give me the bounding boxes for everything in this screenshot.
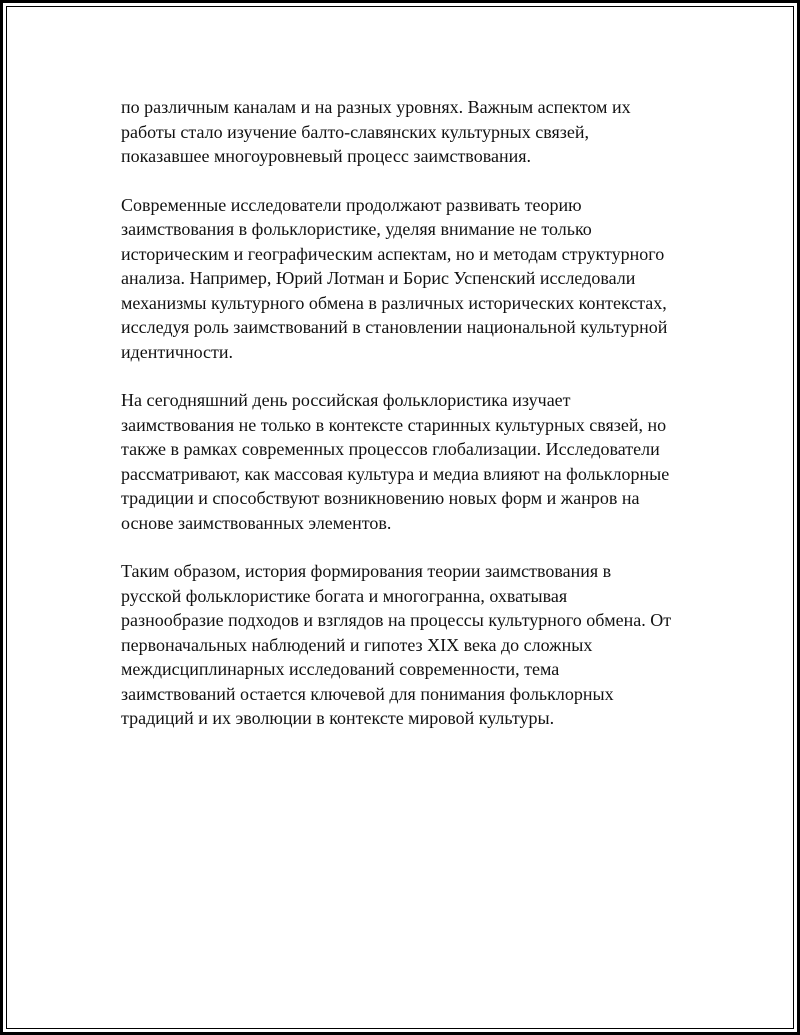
- paragraph-2: [121, 193, 695, 365]
- text-line: историческим и географическим аспектам, но и методам структурного: [121, 243, 665, 264]
- text-line: Современные исследователи продолжают развивать теорию: [121, 194, 582, 215]
- text-line: междисциплинарных исследований современности, тема: [121, 659, 560, 679]
- text-line: Таким образом, история формирования теории заимствования в: [121, 561, 612, 581]
- text-line: первоначальных наблюдений и гипотез XIX века до сложных: [121, 634, 593, 655]
- paragraph-1: [121, 95, 695, 169]
- paragraph-3: [121, 388, 695, 535]
- text-line: идентичности.: [121, 341, 234, 362]
- text-line: На сегодняшний день российская фольклористика изучает: [121, 390, 571, 410]
- text-line: анализа. Например, Юрий Лотман и Борис Успенский исследовали: [121, 268, 636, 288]
- text-line: традиции и способствуют возникновению новых форм и жанров на: [121, 488, 640, 508]
- text-line: механизмы культурного обмена в различных исторических контекстах,: [121, 292, 667, 313]
- text-line: заимствования не только в контексте старинных культурных связей, но: [121, 414, 667, 435]
- text-line: также в рамках современных процессов глобализации. Исследователи: [121, 439, 660, 459]
- text-line: русской фольклористике богата и многогранна, охватывая: [121, 585, 568, 606]
- text-line: по различным каналам и на разных уровнях. Важным аспектом их: [121, 97, 631, 117]
- paragraph-4: [121, 559, 695, 731]
- text-line: показавшее многоуровневый процесс заимствования.: [121, 146, 531, 166]
- text-line: заимствований остается ключевой для понимания фольклорных: [121, 683, 614, 704]
- text-line: рассматривают, как массовая культура и медиа влияют на фольклорные: [121, 463, 670, 484]
- text-line: традиций и их эволюции в контексте мировой культуры.: [121, 708, 555, 728]
- text-line: исследуя роль заимствований в становлении национальной культурной: [121, 317, 668, 337]
- text-line: работы стало изучение балто-славянских культурных связей,: [121, 121, 589, 142]
- document-body: [121, 95, 695, 755]
- text-line: заимствования в фольклористике, уделяя внимание не только: [121, 219, 592, 239]
- text-line: разнообразие подходов и взглядов на процессы культурного обмена. От: [121, 610, 672, 630]
- text-line: основе заимствованных элементов.: [121, 512, 392, 533]
